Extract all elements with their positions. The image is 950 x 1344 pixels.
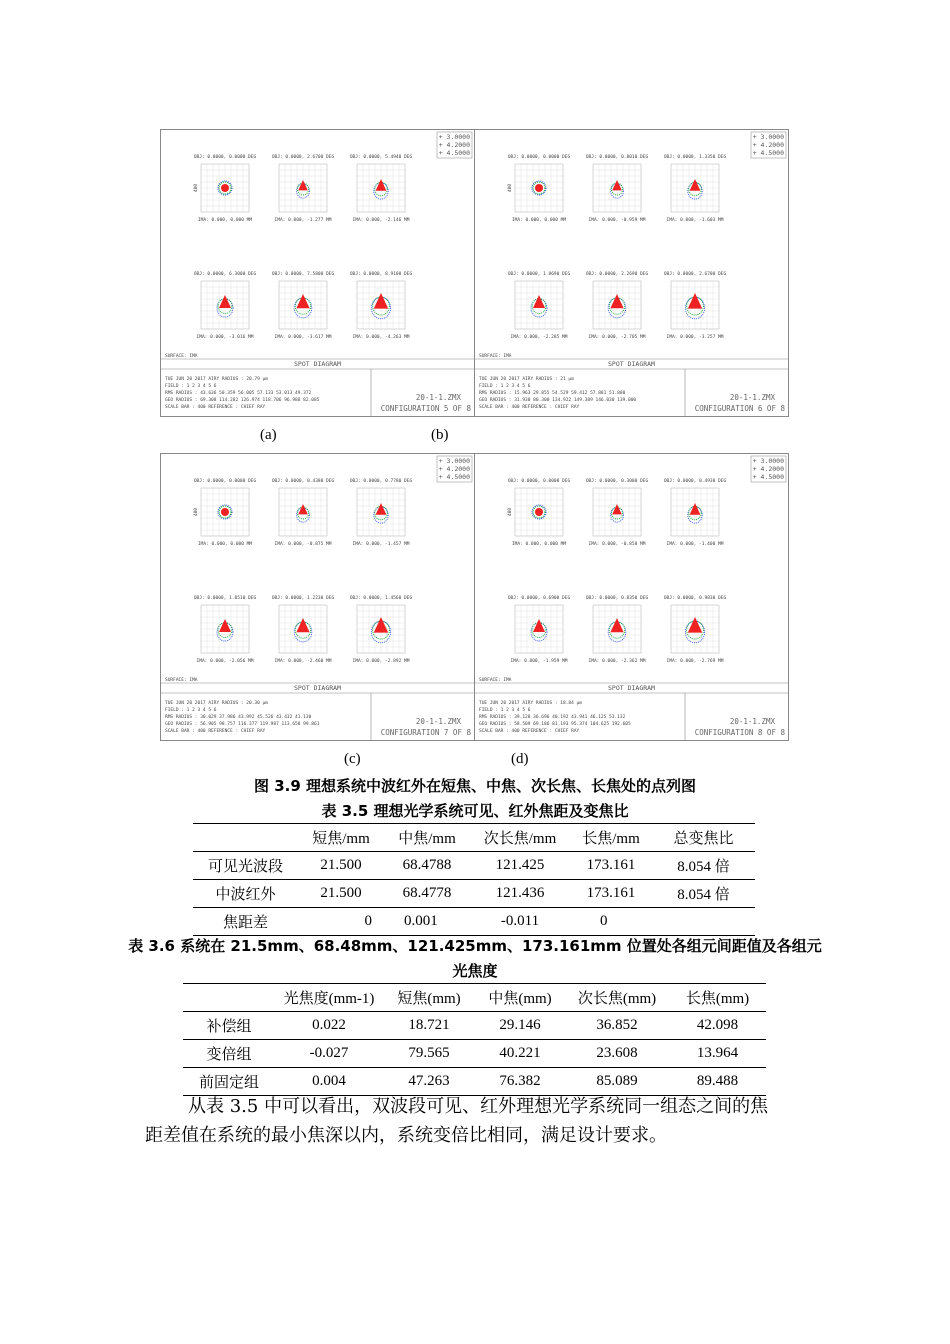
spot-field-4 xyxy=(508,271,571,340)
table-header-cell: 短焦/mm xyxy=(298,824,384,852)
date-airy-label: TUE JUN 20 2017 AIRY RADIUS : 20.30 µm xyxy=(165,701,268,706)
table-cell: 0 xyxy=(570,908,652,936)
table-cell xyxy=(652,908,755,936)
file-name-label: 20-1-1.ZMX xyxy=(729,717,775,726)
legend-entry: + 3.0000 xyxy=(752,133,784,141)
field-ima-label: IMA: 0.000, -1.400 MM xyxy=(666,542,724,547)
scale-reference-label: SCALE BAR : 400 REFERENCE : CHIEF RAY xyxy=(165,729,266,734)
panel-label-c: (c) xyxy=(344,751,361,767)
figure-caption: 图 3.9 理想系统中波红外在短焦、中焦、次长焦、长焦处的点列图 xyxy=(253,777,697,795)
field-obj-label: OBJ: 0.0000, 0.4930 DEG xyxy=(663,479,727,484)
field-ima-label: IMA: 0.000, -3.016 MM xyxy=(196,335,254,340)
field-ima-label: IMA: 0.000, -2.056 MM xyxy=(196,659,254,664)
legend-entry: + 4.2000 xyxy=(438,141,470,149)
spot-panel-canvas xyxy=(161,130,474,416)
spot-core xyxy=(533,295,545,308)
scale-reference-label: SCALE BAR : 400 REFERENCE : CHIEF RAY xyxy=(479,729,580,734)
field-obj-label: OBJ: 0.0000, 0.0000 DEG xyxy=(507,155,571,160)
spot-core xyxy=(690,179,701,191)
table-3-6 xyxy=(183,983,766,1096)
table-row xyxy=(183,1040,766,1068)
table-cell: 21.500 xyxy=(298,852,384,880)
field-ima-label: IMA: 0.000, -3.257 MM xyxy=(666,335,724,340)
table-row xyxy=(183,1012,766,1040)
table-cell: 18.721 xyxy=(383,1012,475,1040)
geo-radius-label: GEO RADIUS : 58.509 69.186 81.193 95.374 104.625 192.605 xyxy=(479,722,631,727)
file-name-label: 20-1-1.ZMX xyxy=(729,393,775,402)
paragraph-line: 从表 3.5 中可以看出，双波段可见、红外理想光学系统同一组态之间的焦 xyxy=(188,1096,769,1117)
field-obj-label: OBJ: 0.0000, 1.8690 DEG xyxy=(507,272,571,277)
spot-core xyxy=(535,184,543,192)
table-cell: 89.488 xyxy=(669,1068,766,1096)
field-ima-label: IMA: 0.000, -1.457 MM xyxy=(352,542,410,547)
spot-field-4 xyxy=(194,595,257,664)
table-header-cell: 光焦度(mm-1) xyxy=(275,984,383,1012)
table-cell: 中波红外 xyxy=(193,880,298,908)
spot-core xyxy=(535,508,543,516)
spot-field-2 xyxy=(586,478,649,547)
table-header-cell: 中焦/mm xyxy=(384,824,470,852)
field-row-label: FIELD : 1 2 3 4 5 6 xyxy=(479,384,531,389)
field-ima-label: IMA: 0.000, -0.959 MM xyxy=(588,218,646,223)
rms-radius-label: RMS RADIUS : 39.128 36.696 40.192 43.941 46.125 53.132 xyxy=(479,715,626,720)
table-header-row xyxy=(183,984,766,1012)
field-obj-label: OBJ: 0.0000, 0.0000 DEG xyxy=(193,155,257,160)
wavelength-legend xyxy=(751,456,786,482)
configuration-label: CONFIGURATION 7 OF 8 xyxy=(380,728,471,737)
spot-diagram-title: SPOT DIAGRAM xyxy=(294,360,341,368)
spot-core xyxy=(533,619,545,632)
field-ima-label: IMA: 0.000, -0.858 MM xyxy=(588,542,646,547)
table-header-cell: 总变焦比 xyxy=(652,824,755,852)
wavelength-legend xyxy=(751,132,786,158)
info-block xyxy=(161,353,474,416)
field-obj-label: OBJ: 0.0000, 0.9830 DEG xyxy=(663,596,727,601)
field-ima-label: IMA: 0.000, -2.460 MM xyxy=(274,659,332,664)
table-cell: 173.161 xyxy=(570,880,652,908)
field-obj-label: OBJ: 0.0000, 0.0000 DEG xyxy=(507,479,571,484)
spot-core xyxy=(298,180,308,190)
field-ima-label: IMA: 0.000, -3.617 MM xyxy=(274,335,332,340)
legend-entry: + 4.5000 xyxy=(752,149,784,157)
scale-bar-label: 400 xyxy=(508,183,513,193)
spot-field-1 xyxy=(507,154,570,223)
field-obj-label: OBJ: 0.0000, 0.8350 DEG xyxy=(585,596,649,601)
field-row-label: FIELD : 1 2 3 4 5 6 xyxy=(479,708,531,713)
spot-diagram-title: SPOT DIAGRAM xyxy=(608,684,655,692)
table-cell: 可见光波段 xyxy=(193,852,298,880)
legend-entry: + 4.2000 xyxy=(752,465,784,473)
date-airy-label: TUE JUN 20 2017 AIRY RADIUS : 18.84 µm xyxy=(479,701,582,706)
panel-label-b: (b) xyxy=(431,427,449,443)
field-ima-label: IMA: 0.000, -2.892 MM xyxy=(352,659,410,664)
info-block xyxy=(161,677,474,740)
table-cell: 68.4788 xyxy=(384,852,470,880)
field-obj-label: OBJ: 0.0000, 6.3000 DEG xyxy=(193,272,257,277)
table-cell: 121.436 xyxy=(470,880,570,908)
table-cell: 29.146 xyxy=(475,1012,565,1040)
legend-entry: + 3.0000 xyxy=(438,133,470,141)
panel-label-a: (a) xyxy=(260,427,277,443)
field-ima-label: IMA: 0.000, 0.000 MM xyxy=(197,218,253,223)
spot-panel-b xyxy=(474,129,789,417)
spot-core xyxy=(610,294,623,308)
spot-field-6 xyxy=(664,595,727,664)
geo-radius-label: GEO RADIUS : 69.308 114.282 126.974 118.706 96.988 82.085 xyxy=(165,398,320,403)
spot-core xyxy=(298,504,308,514)
spot-field-5 xyxy=(586,271,649,340)
spot-core xyxy=(374,293,388,309)
spot-core xyxy=(219,295,231,308)
field-ima-label: IMA: 0.000, -1.959 MM xyxy=(510,659,568,664)
surface-label: SURFACE: IMA xyxy=(479,354,512,359)
field-row-label: FIELD : 1 2 3 4 5 6 xyxy=(165,384,217,389)
spot-field-2 xyxy=(586,154,649,223)
table-cell: 补偿组 xyxy=(183,1012,275,1040)
spot-panel-canvas xyxy=(475,130,788,416)
spot-diagram-figure-lower xyxy=(160,453,790,743)
field-ima-label: IMA: 0.000, -2.285 MM xyxy=(510,335,568,340)
field-obj-label: OBJ: 0.0000, 1.4560 DEG xyxy=(349,596,413,601)
table-header-row xyxy=(193,824,755,852)
table-cell: 8.054 倍 xyxy=(652,852,755,880)
field-obj-label: OBJ: 0.0000, 0.0000 DEG xyxy=(193,479,257,484)
field-obj-label: OBJ: 0.0000, 0.8010 DEG xyxy=(585,155,649,160)
geo-radius-label: GEO RADIUS : 56.905 98.757 116.377 119.987 113.658 99.861 xyxy=(165,722,320,727)
table-header-cell: 长焦/mm xyxy=(570,824,652,852)
surface-label: SURFACE: IMA xyxy=(479,678,512,683)
table-cell: -0.011 xyxy=(470,908,570,936)
field-row-label: FIELD : 1 2 3 4 5 6 xyxy=(165,708,217,713)
configuration-label: CONFIGURATION 8 OF 8 xyxy=(694,728,785,737)
surface-label: SURFACE: IMA xyxy=(165,678,198,683)
scale-bar-label: 400 xyxy=(194,183,199,193)
spot-field-5 xyxy=(586,595,649,664)
field-obj-label: OBJ: 0.0000, 2.6700 DEG xyxy=(271,155,335,160)
field-obj-label: OBJ: 0.0000, 5.4940 DEG xyxy=(349,155,413,160)
table-cell: 79.565 xyxy=(383,1040,475,1068)
spot-core xyxy=(374,617,388,633)
geo-radius-label: GEO RADIUS : 31.930 80.300 134.922 149.389 146.030 139.000 xyxy=(479,398,637,403)
legend-entry: + 3.0000 xyxy=(438,457,470,465)
legend-entry: + 4.5000 xyxy=(438,473,470,481)
spot-field-1 xyxy=(193,478,256,547)
field-ima-label: IMA: 0.000, -2.362 MM xyxy=(588,659,646,664)
table-row xyxy=(193,880,755,908)
info-block xyxy=(475,353,788,416)
field-obj-label: OBJ: 0.0000, 2.6700 DEG xyxy=(663,272,727,277)
table-cell: 变倍组 xyxy=(183,1040,275,1068)
spot-field-6 xyxy=(350,271,413,340)
configuration-label: CONFIGURATION 6 OF 8 xyxy=(694,404,785,413)
table-header-cell: 短焦(mm) xyxy=(383,984,475,1012)
spot-diagram-figure xyxy=(160,129,790,419)
configuration-label: CONFIGURATION 5 OF 8 xyxy=(380,404,471,413)
table-header-cell: 长焦(mm) xyxy=(669,984,766,1012)
spot-panel-canvas xyxy=(475,454,788,740)
table-cell: 40.221 xyxy=(475,1040,565,1068)
scale-bar-label: 400 xyxy=(508,507,513,517)
table-header-cell: 中焦(mm) xyxy=(475,984,565,1012)
table-cell: 42.098 xyxy=(669,1012,766,1040)
spot-core xyxy=(221,508,229,516)
table-cell: 焦距差 xyxy=(193,908,298,936)
scale-reference-label: SCALE BAR : 400 REFERENCE : CHIEF RAY xyxy=(165,405,266,410)
spot-core xyxy=(376,503,387,515)
file-name-label: 20-1-1.ZMX xyxy=(415,393,461,402)
scale-bar-label: 400 xyxy=(194,507,199,517)
table-cell: 0.004 xyxy=(275,1068,383,1096)
field-ima-label: IMA: 0.000, 0.000 MM xyxy=(511,218,567,223)
table-cell: 8.054 倍 xyxy=(652,880,755,908)
spot-core xyxy=(610,618,623,632)
field-obj-label: OBJ: 0.0000, 0.4380 DEG xyxy=(271,479,335,484)
field-ima-label: IMA: 0.000, -2.705 MM xyxy=(588,335,646,340)
spot-field-3 xyxy=(664,154,727,223)
table-cell: 前固定组 xyxy=(183,1068,275,1096)
table-cell: 23.608 xyxy=(565,1040,669,1068)
rms-radius-label: RMS RADIUS : 43.636 50.359 56.005 57.133 53.013 49.372 xyxy=(165,391,312,396)
table-header-cell xyxy=(193,824,298,852)
legend-entry: + 4.2000 xyxy=(752,141,784,149)
field-obj-label: OBJ: 0.0000, 8.9100 DEG xyxy=(349,272,413,277)
table-row xyxy=(193,852,755,880)
field-ima-label: IMA: 0.000, -2.769 MM xyxy=(666,659,724,664)
spot-panel-c xyxy=(160,453,475,741)
spot-field-2 xyxy=(272,154,335,223)
spot-field-6 xyxy=(350,595,413,664)
field-ima-label: IMA: 0.000, -4.263 MM xyxy=(352,335,410,340)
table-header-cell: 次长焦/mm xyxy=(470,824,570,852)
table-3-6-title-line1: 表 3.6 系统在 21.5mm、68.48mm、121.425mm、173.161mm 位置处各组元间距值及各组元 xyxy=(128,937,822,955)
legend-entry: + 4.5000 xyxy=(438,149,470,157)
spot-core xyxy=(612,180,622,190)
field-obj-label: OBJ: 0.0000, 0.3000 DEG xyxy=(585,479,649,484)
spot-field-2 xyxy=(272,478,335,547)
field-obj-label: OBJ: 0.0000, 0.6900 DEG xyxy=(507,596,571,601)
date-airy-label: TUE JUN 20 2017 AIRY RADIUS : 20.79 µm xyxy=(165,377,268,382)
spot-diagram-title: SPOT DIAGRAM xyxy=(294,684,341,692)
table-cell: 76.382 xyxy=(475,1068,565,1096)
field-obj-label: OBJ: 0.0000, 1.2230 DEG xyxy=(271,596,335,601)
field-ima-label: IMA: 0.000, -1.277 MM xyxy=(274,218,332,223)
spot-core xyxy=(296,618,309,632)
spot-field-3 xyxy=(664,478,727,547)
spot-core xyxy=(296,294,309,308)
spot-field-4 xyxy=(508,595,571,664)
table-cell: 0 xyxy=(298,908,384,936)
field-ima-label: IMA: 0.000, -1.603 MM xyxy=(666,218,724,223)
field-obj-label: OBJ: 0.0000, 1.0510 DEG xyxy=(193,596,257,601)
field-obj-label: OBJ: 0.0000, 1.3350 DEG xyxy=(663,155,727,160)
spot-core xyxy=(221,184,229,192)
table-cell: 0.001 xyxy=(384,908,470,936)
table-cell: 68.4778 xyxy=(384,880,470,908)
date-airy-label: TUE JUN 20 2017 AIRY RADIUS : 21 µm xyxy=(479,377,574,382)
field-obj-label: OBJ: 0.0000, 0.7780 DEG xyxy=(349,479,413,484)
table-header-cell: 次长焦(mm) xyxy=(565,984,669,1012)
spot-field-6 xyxy=(664,271,727,340)
scale-reference-label: SCALE BAR : 400 REFERENCE : CHIEF RAY xyxy=(479,405,580,410)
spot-field-5 xyxy=(272,271,335,340)
wavelength-legend xyxy=(437,132,472,158)
info-block xyxy=(475,677,788,740)
field-obj-label: OBJ: 0.0000, 7.5800 DEG xyxy=(271,272,335,277)
table-cell: 121.425 xyxy=(470,852,570,880)
field-ima-label: IMA: 0.000, -2.146 MM xyxy=(352,218,410,223)
spot-panel-d xyxy=(474,453,789,741)
field-ima-label: IMA: 0.000, -0.875 MM xyxy=(274,542,332,547)
table-3-6-title-line2: 光焦度 xyxy=(452,962,498,980)
spot-field-5 xyxy=(272,595,335,664)
spot-panel-canvas xyxy=(161,454,474,740)
body-paragraph xyxy=(145,1092,810,1150)
spot-field-1 xyxy=(193,154,256,223)
spot-panel-a xyxy=(160,129,475,417)
surface-label: SURFACE: IMA xyxy=(165,354,198,359)
wavelength-legend xyxy=(437,456,472,482)
table-cell: 47.263 xyxy=(383,1068,475,1096)
table-cell: 85.089 xyxy=(565,1068,669,1096)
rms-radius-label: RMS RADIUS : 30.029 37.986 43.992 45.526 43.432 41.130 xyxy=(165,715,312,720)
spot-field-4 xyxy=(194,271,257,340)
spot-core xyxy=(219,619,231,632)
legend-entry: + 4.2000 xyxy=(438,465,470,473)
rms-radius-label: RMS RADIUS : 15.963 29.855 54.529 59.412 57.881 51.880 xyxy=(479,391,626,396)
table-cell: -0.027 xyxy=(275,1040,383,1068)
table-cell: 0.022 xyxy=(275,1012,383,1040)
paragraph-line: 距差值在系统的最小焦深以内，系统变倍比相同，满足设计要求。 xyxy=(145,1125,667,1146)
field-obj-label: OBJ: 0.0000, 2.2690 DEG xyxy=(585,272,649,277)
table-3-5 xyxy=(193,823,755,936)
spot-diagram-title: SPOT DIAGRAM xyxy=(608,360,655,368)
spot-core xyxy=(612,504,622,514)
table-cell: 173.161 xyxy=(570,852,652,880)
legend-entry: + 4.5000 xyxy=(752,473,784,481)
table-cell: 36.852 xyxy=(565,1012,669,1040)
table-cell: 13.964 xyxy=(669,1040,766,1068)
field-ima-label: IMA: 0.000, 0.000 MM xyxy=(197,542,253,547)
legend-entry: + 3.0000 xyxy=(752,457,784,465)
table-row xyxy=(193,908,755,936)
spot-core xyxy=(690,503,701,515)
spot-core xyxy=(376,179,387,191)
spot-core xyxy=(688,293,702,309)
spot-field-3 xyxy=(350,478,413,547)
spot-field-3 xyxy=(350,154,413,223)
spot-field-1 xyxy=(507,478,570,547)
table-3-5-title: 表 3.5 理想光学系统可见、红外焦距及变焦比 xyxy=(321,802,629,820)
file-name-label: 20-1-1.ZMX xyxy=(415,717,461,726)
spot-core xyxy=(688,617,702,633)
table-header-cell xyxy=(183,984,275,1012)
table-cell: 21.500 xyxy=(298,880,384,908)
field-ima-label: IMA: 0.000, 0.000 MM xyxy=(511,542,567,547)
panel-label-d: (d) xyxy=(511,751,529,767)
